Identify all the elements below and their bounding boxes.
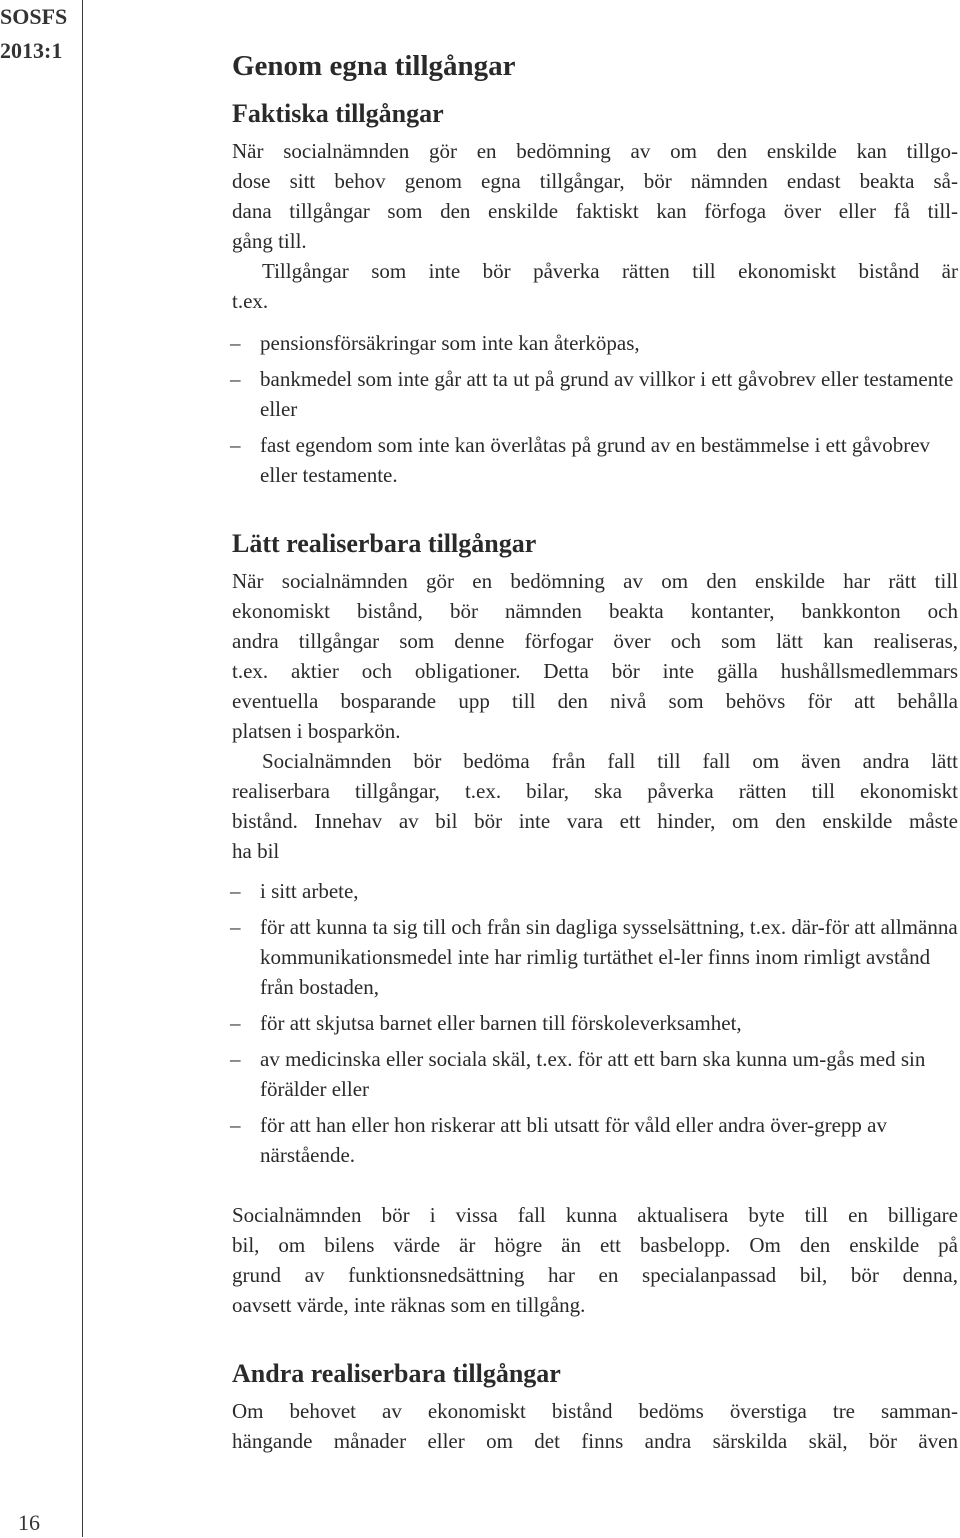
text-line: realiserbara tillgångar, t.ex. bilar, ska påverka rätten till ekonomiskt [232,779,958,803]
text-line: andra tillgångar som denne förfogar över och som lätt kan realiseras, [232,629,958,653]
dash-marker: – [230,331,241,355]
paragraph-andra [232,1396,958,1456]
text-line: Tillgångar som inte bör påverka rätten till ekonomiskt bistånd är [262,259,958,283]
text-line: t.ex. [232,289,269,313]
document-code [0,0,80,68]
text-line: Socialnämnden bör bedöma från fall till fall om även andra lätt [262,749,958,773]
text-line: När socialnämnden gör en bedömning av om den enskilde kan tillgo- [232,139,958,163]
paragraph-tillgangar-exempel [232,256,958,316]
text-line: gång till. [232,229,307,253]
dash-marker: – [230,1011,241,1035]
dash-marker: – [230,367,241,391]
list-item: – för att kunna ta sig till och från sin dagliga sysselsättning, t.ex. där-för att allmänna kommunikationsmedel inte har rimlig turtäthet el-ler finns inom rimligt avstånd från bostaden, [232,912,958,1002]
text-line: När socialnämnden gör en bedömning av om den enskilde har rätt till [232,569,958,593]
text-line: t.ex. aktier och obligationer. Detta bör inte gälla hushållsmedlemmars [232,659,958,683]
subsection-title-andra: Andra realiserbara tillgångar [232,1359,561,1388]
list-item: – av medicinska eller sociala skäl, t.ex. för att ett barn ska kunna um-gås med sin förälder eller [232,1044,958,1104]
dash-marker: – [230,1113,241,1137]
text-line: platsen i bosparkön. [232,719,401,743]
margin-rule [82,0,83,1537]
text-line: bil, om bilens värde är högre än ett basbelopp. Om den enskilde på [232,1233,958,1257]
subsection-title-faktiska: Faktiska tillgångar [232,99,444,128]
list-item: – i sitt arbete, [232,876,958,906]
text-line: grund av funktionsnedsättning har en specialanpassad bil, bör denna, [232,1263,958,1287]
dash-marker: – [230,915,241,939]
paragraph-latt [232,566,958,746]
list-item: – för att skjutsa barnet eller barnen till förskoleverksamhet, [232,1008,958,1038]
list-item: – bankmedel som inte går att ta ut på grund av villkor i ett gåvobrev eller testamente eller [232,364,958,424]
text-line: oavsett värde, inte räknas som en tillgång. [232,1293,586,1317]
text-line: Om behovet av ekonomiskt bistånd bedöms överstiga tre samman- [232,1399,958,1423]
dash-marker: – [230,1047,241,1071]
page-number: 16 [18,1510,40,1535]
dash-marker: – [230,433,241,457]
list-item: – för att han eller hon riskerar att bli utsatt för våld eller andra över-grepp av närstående. [232,1110,958,1170]
text-line: ha bil [232,839,280,863]
text-line: Socialnämnden bör i vissa fall kunna aktualisera byte till en billigare [232,1203,958,1227]
section-title: Genom egna tillgångar [232,50,516,82]
text-line: bistånd. Innehav av bil bör inte vara ett hinder, om den enskilde måste [232,809,958,833]
text-line: ekonomiskt bistånd, bör nämnden beakta kontanter, bankkonton och [232,599,958,623]
text-line: eventuella bosparande upp till den nivå som behövs för att behålla [232,689,958,713]
list-bil [232,876,958,1170]
doc-number: 2013:1 [0,38,63,63]
text-line: hängande månader eller om det finns andra särskilda skäl, bör även [232,1429,958,1453]
subsection-title-latt: Lätt realiserbara tillgångar [232,529,537,558]
list-faktiska [232,328,958,490]
dash-marker: – [230,879,241,903]
paragraph-bil [232,746,958,866]
doc-series: SOSFS [0,4,68,29]
list-item: – fast egendom som inte kan överlåtas på grund av en bestämmelse i ett gåvobrev eller testamente. [232,430,958,490]
paragraph-faktiska [232,136,958,256]
text-line: dose sitt behov genom egna tillgångar, bör nämnden endast beakta så- [232,169,958,193]
paragraph-billigare [232,1200,958,1320]
text-line: dana tillgångar som den enskilde faktiskt kan förfoga över eller få till- [232,199,958,223]
list-item: – pensionsförsäkringar som inte kan återköpas, [232,328,958,358]
